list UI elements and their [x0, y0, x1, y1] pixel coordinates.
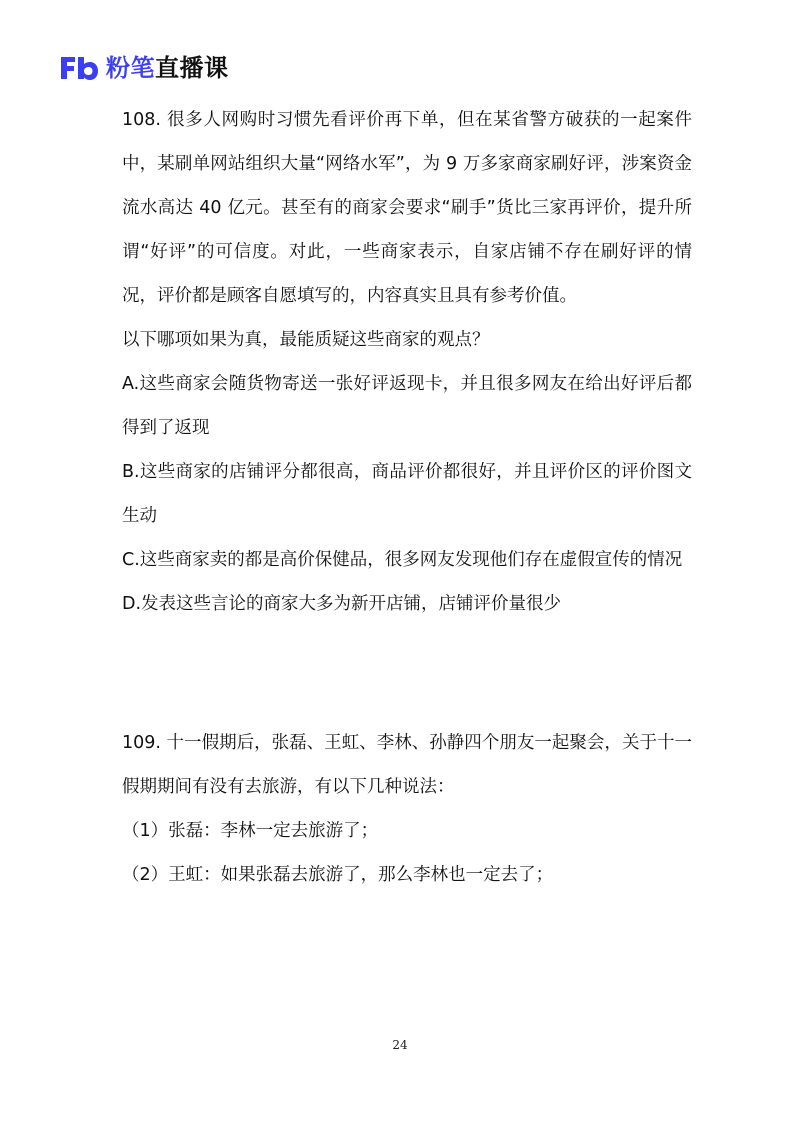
question-108-prompt: 以下哪项如果为真，最能质疑这些商家的观点？	[122, 330, 490, 350]
option-a: A.这些商家会随货物寄送一张好评返现卡，并且很多网友在给出好评后都得到了返现	[122, 374, 692, 438]
page-number: 24	[392, 1038, 408, 1052]
logo-rest: 直播课	[155, 54, 229, 82]
question-108	[122, 98, 692, 626]
statement-2: （2）王虹：如果张磊去旅游了，那么李林也一定去了；	[122, 865, 554, 885]
question-109-stem: 109. 十一假期后，张磊、王虹、李林、孙静四个朋友一起聚会，关于十一假期期间有没有去旅游，有以下几种说法：	[122, 733, 692, 797]
question-109	[122, 721, 692, 897]
option-d: D.发表这些言论的商家大多为新开店铺，店铺评价量很少	[122, 594, 562, 614]
page-content	[122, 98, 692, 897]
logo-text	[106, 53, 229, 83]
option-b: B.这些商家的店铺评分都很高，商品评价都很好，并且评价区的评价图文生动	[122, 462, 692, 526]
question-108-stem: 108. 很多人网购时习惯先看评价再下单，但在某省警方破获的一起案件中，某刷单网站组织大量“网络水军”，为 9 万多家商家刷好评，涉案资金流水高达 40 亿元。甚至有的商家会要求“刷手”货比三家再评价，提升所谓“好评”的可信度。对此，一些商家表示，自家店铺不存在刷好评的情况，评价都是顾客自愿填写的，内容真实且具有参考价值。	[122, 110, 692, 306]
statement-1: （1）张磊：李林一定去旅游了；	[122, 821, 379, 841]
fenbi-logo-icon	[58, 53, 100, 83]
header	[58, 50, 229, 86]
option-c: C.这些商家卖的都是高价保健品，很多网友发现他们存在虚假宣传的情况	[122, 550, 683, 570]
logo-brand: 粉笔	[106, 54, 155, 82]
